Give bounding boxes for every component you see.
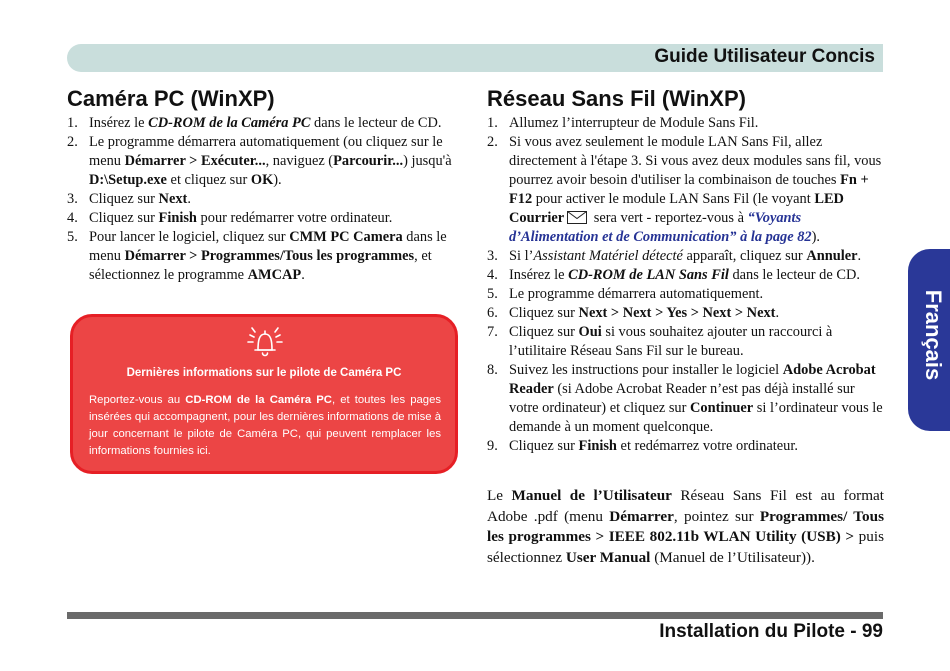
text-run: OK — [250, 172, 274, 188]
step-number: 1. — [67, 115, 78, 131]
list-item — [487, 285, 884, 304]
step-number: 2. — [487, 134, 498, 150]
step-number: 9. — [487, 438, 498, 454]
text-run: Finish — [158, 210, 197, 226]
text-run: pour redémarrer votre ordinateur. — [196, 210, 393, 226]
cross-reference-link[interactable]: “Voyants d’Alimentation et de Communication” à la page 82 — [509, 210, 812, 245]
text-run: , et sélectionnez le programme — [89, 248, 432, 283]
text-run: Annuler — [806, 248, 858, 264]
text-run: , et toutes les pages insérées qui accompagnent, pour les dernières informations de mise à jour concernant le pilote de Caméra PC, qui peuvent remplacer les informations fournies ici. — [89, 394, 441, 457]
list-item — [487, 323, 884, 361]
text-run: , naviguez ( — [265, 153, 334, 169]
text-run: Continuer — [690, 400, 754, 416]
text-run: , pointez sur — [673, 507, 760, 525]
header-bar — [67, 44, 883, 72]
header-title: Guide Utilisateur Concis — [654, 46, 875, 67]
list-item — [67, 209, 465, 228]
text-run: . — [857, 248, 862, 264]
text-run: Cliquez sur — [89, 210, 159, 226]
text-run: CD-ROM de LAN Sans Fil — [568, 267, 729, 283]
text-run: Cliquez sur — [509, 305, 579, 321]
text-run: ) jusqu'à — [403, 153, 452, 169]
text-run: pour activer le module LAN Sans Fil (le voyant — [532, 191, 815, 207]
list-item — [67, 114, 465, 133]
text-run: si l’ordinateur vous le demande à un moment quelconque. — [509, 400, 883, 435]
step-number: 7. — [487, 324, 498, 340]
text-run: ). — [811, 229, 821, 245]
language-side-tab — [908, 249, 950, 431]
text-run: Le programme démarrera automatiquement. — [509, 286, 764, 302]
camera-section-heading: Caméra PC (WinXP) — [67, 86, 275, 111]
list-item — [487, 114, 884, 133]
text-run: Assistant Matériel détecté — [533, 248, 683, 264]
text-run: dans le lecteur de CD. — [310, 115, 442, 131]
list-item — [487, 266, 884, 285]
text-run: . — [301, 267, 305, 283]
text-run: Le — [487, 487, 512, 504]
text-run: AMCAP — [247, 267, 302, 283]
text-run: Démarrer — [609, 507, 674, 525]
text-run: Programmes/ Tous les programmes > IEEE 802.11b WLAN Utility (USB) > — [487, 507, 884, 545]
text-run: ). — [273, 172, 282, 188]
wireless-install-steps — [487, 114, 884, 456]
text-run: Next > Next > Yes > Next > Next — [578, 305, 776, 321]
list-item — [487, 247, 884, 266]
text-run: Démarrer > Programmes/Tous les programmes — [124, 248, 415, 264]
step-number: 5. — [67, 229, 78, 245]
step-number: 5. — [487, 286, 498, 302]
text-run: Suivez les instructions pour installer le logiciel — [509, 362, 783, 378]
driver-info-note — [70, 314, 458, 474]
envelope-icon — [567, 211, 587, 224]
footer-divider — [67, 612, 883, 619]
text-run: D:\Setup.exe — [89, 172, 167, 188]
text-run: User Manual — [565, 548, 651, 566]
text-run: CD-ROM de la Caméra PC — [148, 115, 311, 131]
step-number: 4. — [67, 210, 78, 226]
text-run: Insérez le — [509, 267, 569, 283]
step-number: 4. — [487, 267, 498, 283]
text-run: CMM PC Camera — [289, 229, 403, 245]
text-run: dans le menu — [89, 229, 447, 264]
camera-install-steps — [67, 114, 465, 285]
text-run: et redémarrez votre ordinateur. — [616, 438, 798, 454]
text-run: Cliquez sur — [509, 438, 579, 454]
list-item — [487, 304, 884, 323]
step-number: 6. — [487, 305, 498, 321]
text-run: CD-ROM de la Caméra PC — [185, 394, 332, 406]
note-title: Dernières informations sur le pilote de Caméra PC — [126, 367, 402, 379]
text-run: Finish — [578, 438, 617, 454]
step-number: 3. — [67, 191, 78, 207]
text-run: Adobe Acrobat Reader — [509, 362, 876, 397]
text-run: Si l’ — [509, 248, 534, 264]
text-run: Cliquez sur — [509, 324, 579, 340]
language-tab-label: Français — [921, 289, 946, 381]
text-run: . — [775, 305, 780, 321]
text-run: Insérez le — [89, 115, 149, 131]
footer-page-title: Installation du Pilote - 99 — [659, 621, 883, 642]
list-item — [487, 361, 884, 437]
text-run: Fn + F12 — [509, 172, 869, 207]
text-run: Si vous avez seulement le module LAN Sans Fil, allez directement à l'étape 3. Si vous avez deux modules sans fil, vous pourrez avoir besoin d'utiliser la combinaison de touches — [509, 134, 882, 188]
text-run: Reportez-vous au — [89, 394, 186, 406]
text-run: Next — [158, 191, 188, 207]
list-item — [487, 437, 884, 456]
step-number: 3. — [487, 248, 498, 264]
text-run: Allumez l’interrupteur de Module Sans Fil. — [509, 115, 759, 131]
step-number: 8. — [487, 362, 498, 378]
note-body — [89, 392, 441, 460]
step-number: 1. — [487, 115, 498, 131]
text-run: (Manuel de l’Utilisateur)). — [650, 548, 815, 566]
text-run: apparaît, cliquez sur — [682, 248, 807, 264]
text-run: Pour lancer le logiciel, cliquez sur — [89, 229, 290, 245]
text-run: . — [187, 191, 191, 207]
list-item — [67, 133, 465, 190]
text-run: Réseau Sans Fil est au format Adobe .pdf (menu — [487, 487, 884, 525]
text-run: Oui — [578, 324, 602, 340]
text-run: puis sélectionnez — [487, 528, 885, 566]
text-run: et cliquez sur — [166, 172, 251, 188]
bell-alert-icon — [243, 325, 287, 359]
text-run: Manuel de l’Utilisateur — [511, 487, 672, 504]
step-number: 2. — [67, 134, 78, 150]
text-run: LED Courrier — [509, 191, 844, 226]
user-manual-paragraph — [487, 486, 884, 568]
text-run: dans le lecteur de CD. — [728, 267, 860, 283]
text-run: si vous souhaitez ajouter un raccourci à l’utilitaire Réseau Sans Fil sur le bureau. — [509, 324, 833, 359]
list-item — [67, 190, 465, 209]
list-item — [67, 228, 465, 285]
list-item — [487, 133, 884, 247]
text-run: (si Adobe Acrobat Reader n’est pas déjà installé sur votre ordinateur) et cliquez sur — [509, 381, 855, 416]
text-run: Parcourir... — [333, 153, 404, 169]
text-run: Cliquez sur — [89, 191, 159, 207]
text-run: Démarrer > Exécuter... — [124, 153, 266, 169]
text-run: sera vert - reportez-vous à — [590, 210, 748, 226]
text-run: Le programme démarrera automatiquement (ou cliquez sur le menu — [89, 134, 443, 169]
wireless-section-heading: Réseau Sans Fil (WinXP) — [487, 86, 746, 111]
